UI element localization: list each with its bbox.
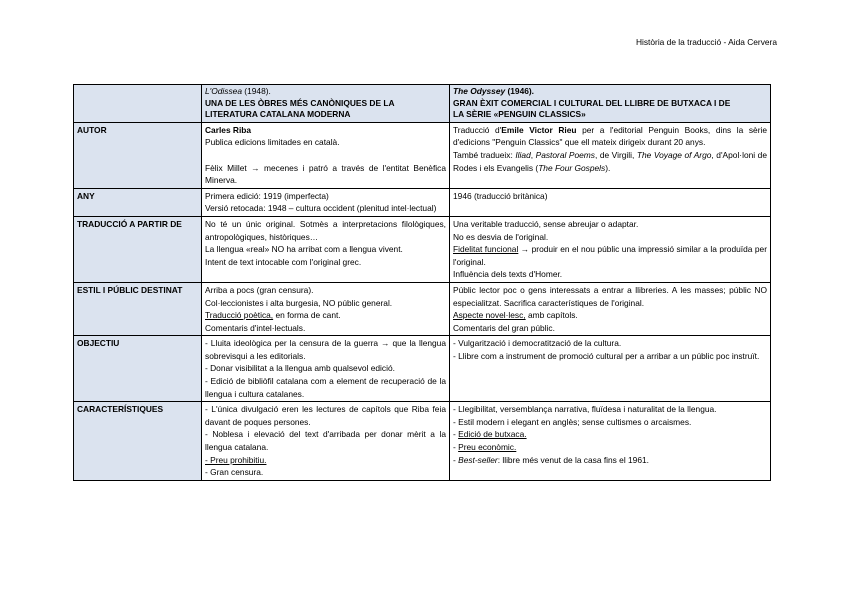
row-label: ESTIL I PÚBLIC DESTINAT: [74, 282, 202, 335]
comparison-table: [73, 84, 771, 481]
estil-odissea-cell: Arriba a pocs (gran censura). Col·leccionistes i alta burgesia, NO públic general. Traducció poètica, en forma de cant. Comentaris d'intel·lectuals.: [202, 282, 450, 335]
table-row-traduccio: [74, 216, 771, 282]
row-label: OBJECTIU: [74, 336, 202, 402]
row-label: ANY: [74, 188, 202, 216]
any-odyssey-cell: 1946 (traducció britànica): [450, 188, 771, 216]
autor-odissea-cell: Carles Riba Publica edicions limitades en català. Fèlix Millet → mecenes i patró a través de l'entitat Benèfica Minerva.: [202, 122, 450, 188]
table-header-row: [74, 85, 771, 123]
table-row-any: [74, 188, 771, 216]
objectiu-odyssey-cell: - Vulgarització i democratització de la cultura. - Llibre com a instrument de promoció cultural per a arribar a un públic poc instruït.: [450, 336, 771, 402]
odissea-subtitle-line: LITERATURA CATALANA MODERNA: [205, 109, 351, 120]
row-label: AUTOR: [74, 122, 202, 188]
autor-odyssey-cell: Traducció d'Emile Victor Rieu per a l'editorial Penguin Books, dins la sèrie d'edicions "Penguin Classics" que ell mateix dirigeix durant 20 anys. També tradueix: Iliad, Pastoral Poems, de Virgili, The Voyage of Argo, d'Apol·loni de Rodes i els Evangelis (The Four Gospels).: [450, 122, 771, 188]
odyssey-title: The Odyssey (1946).: [453, 86, 535, 96]
odissea-subtitle-line: UNA DE LES ÒBRES MÉS CANÒNIQUES DE LA: [205, 97, 395, 108]
header-odyssey: [450, 85, 771, 123]
caract-odissea-cell: - L'única divulgació eren les lectures de capítols que Riba feia davant de poques persones. - Noblesa i elevació del text d'arribada per donar mèrit a la llengua catalana. - Preu prohibitiu. - Gran censura.: [202, 402, 450, 481]
table-row-caracteristiques: [74, 402, 771, 481]
traduccio-odissea-cell: No té un únic original. Sotmès a interpretacions filològiques, antropològiques, històriques… La llengua «real» NO ha arribat com a llengua vivent. Intent de text intocable com l'original grec.: [202, 216, 450, 282]
odissea-title: L'Odissea (1948).: [205, 86, 271, 96]
objectiu-odissea-cell: - Lluita ideològica per la censura de la guerra → que la llengua sobrevisqui a les editorials. - Donar visibilitat a la llengua amb qualsevol edició. - Edició de bibliòfil catalana com a element de recuperació de la llengua i cultura catalanes.: [202, 336, 450, 402]
any-odissea-cell: Primera edició: 1919 (imperfecta) Versió retocada: 1948 – cultura occident (plenitud intel·lectual): [202, 188, 450, 216]
table-row-estil: [74, 282, 771, 335]
traduccio-odyssey-cell: Una veritable traducció, sense abreujar o adaptar. No es desvia de l'original. Fidelitat funcional → produir en el nou públic una impressió similar a la produïda per l'original. Influència dels texts d'Homer.: [450, 216, 771, 282]
odyssey-subtitle-line: LA SÈRIE «PENGUIN CLASSICS»: [453, 109, 586, 120]
document-header: Història de la traducció - Aida Cervera: [635, 37, 777, 47]
table-row-objectiu: [74, 336, 771, 402]
table-row-autor: [74, 122, 771, 188]
row-label: TRADUCCIÓ A PARTIR DE: [74, 216, 202, 282]
estil-odyssey-cell: Públic lector poc o gens interessats a entrar a llibreries. A les masses; públic NO especialitzat. Sacrifica característiques de l'original. Aspecte novel·lesc, amb capítols. Comentaris del gran públic.: [450, 282, 771, 335]
header-empty-cell: [74, 85, 202, 123]
caract-odyssey-cell: - Llegibilitat, versemblança narrativa, fluïdesa i naturalitat de la llengua. - Estil modern i elegant en anglès; sense cultismes o arcaismes. - Edició de butxaca. - Preu econòmic. - Best-seller: llibre més venut de la casa fins el 1961.: [450, 402, 771, 481]
odyssey-subtitle-line: GRAN ÈXIT COMERCIAL I CULTURAL DEL LLIBRE DE BUTXACA I DE: [453, 97, 731, 108]
row-label: CARACTERÍSTIQUES: [74, 402, 202, 481]
header-odissea: [202, 85, 450, 123]
